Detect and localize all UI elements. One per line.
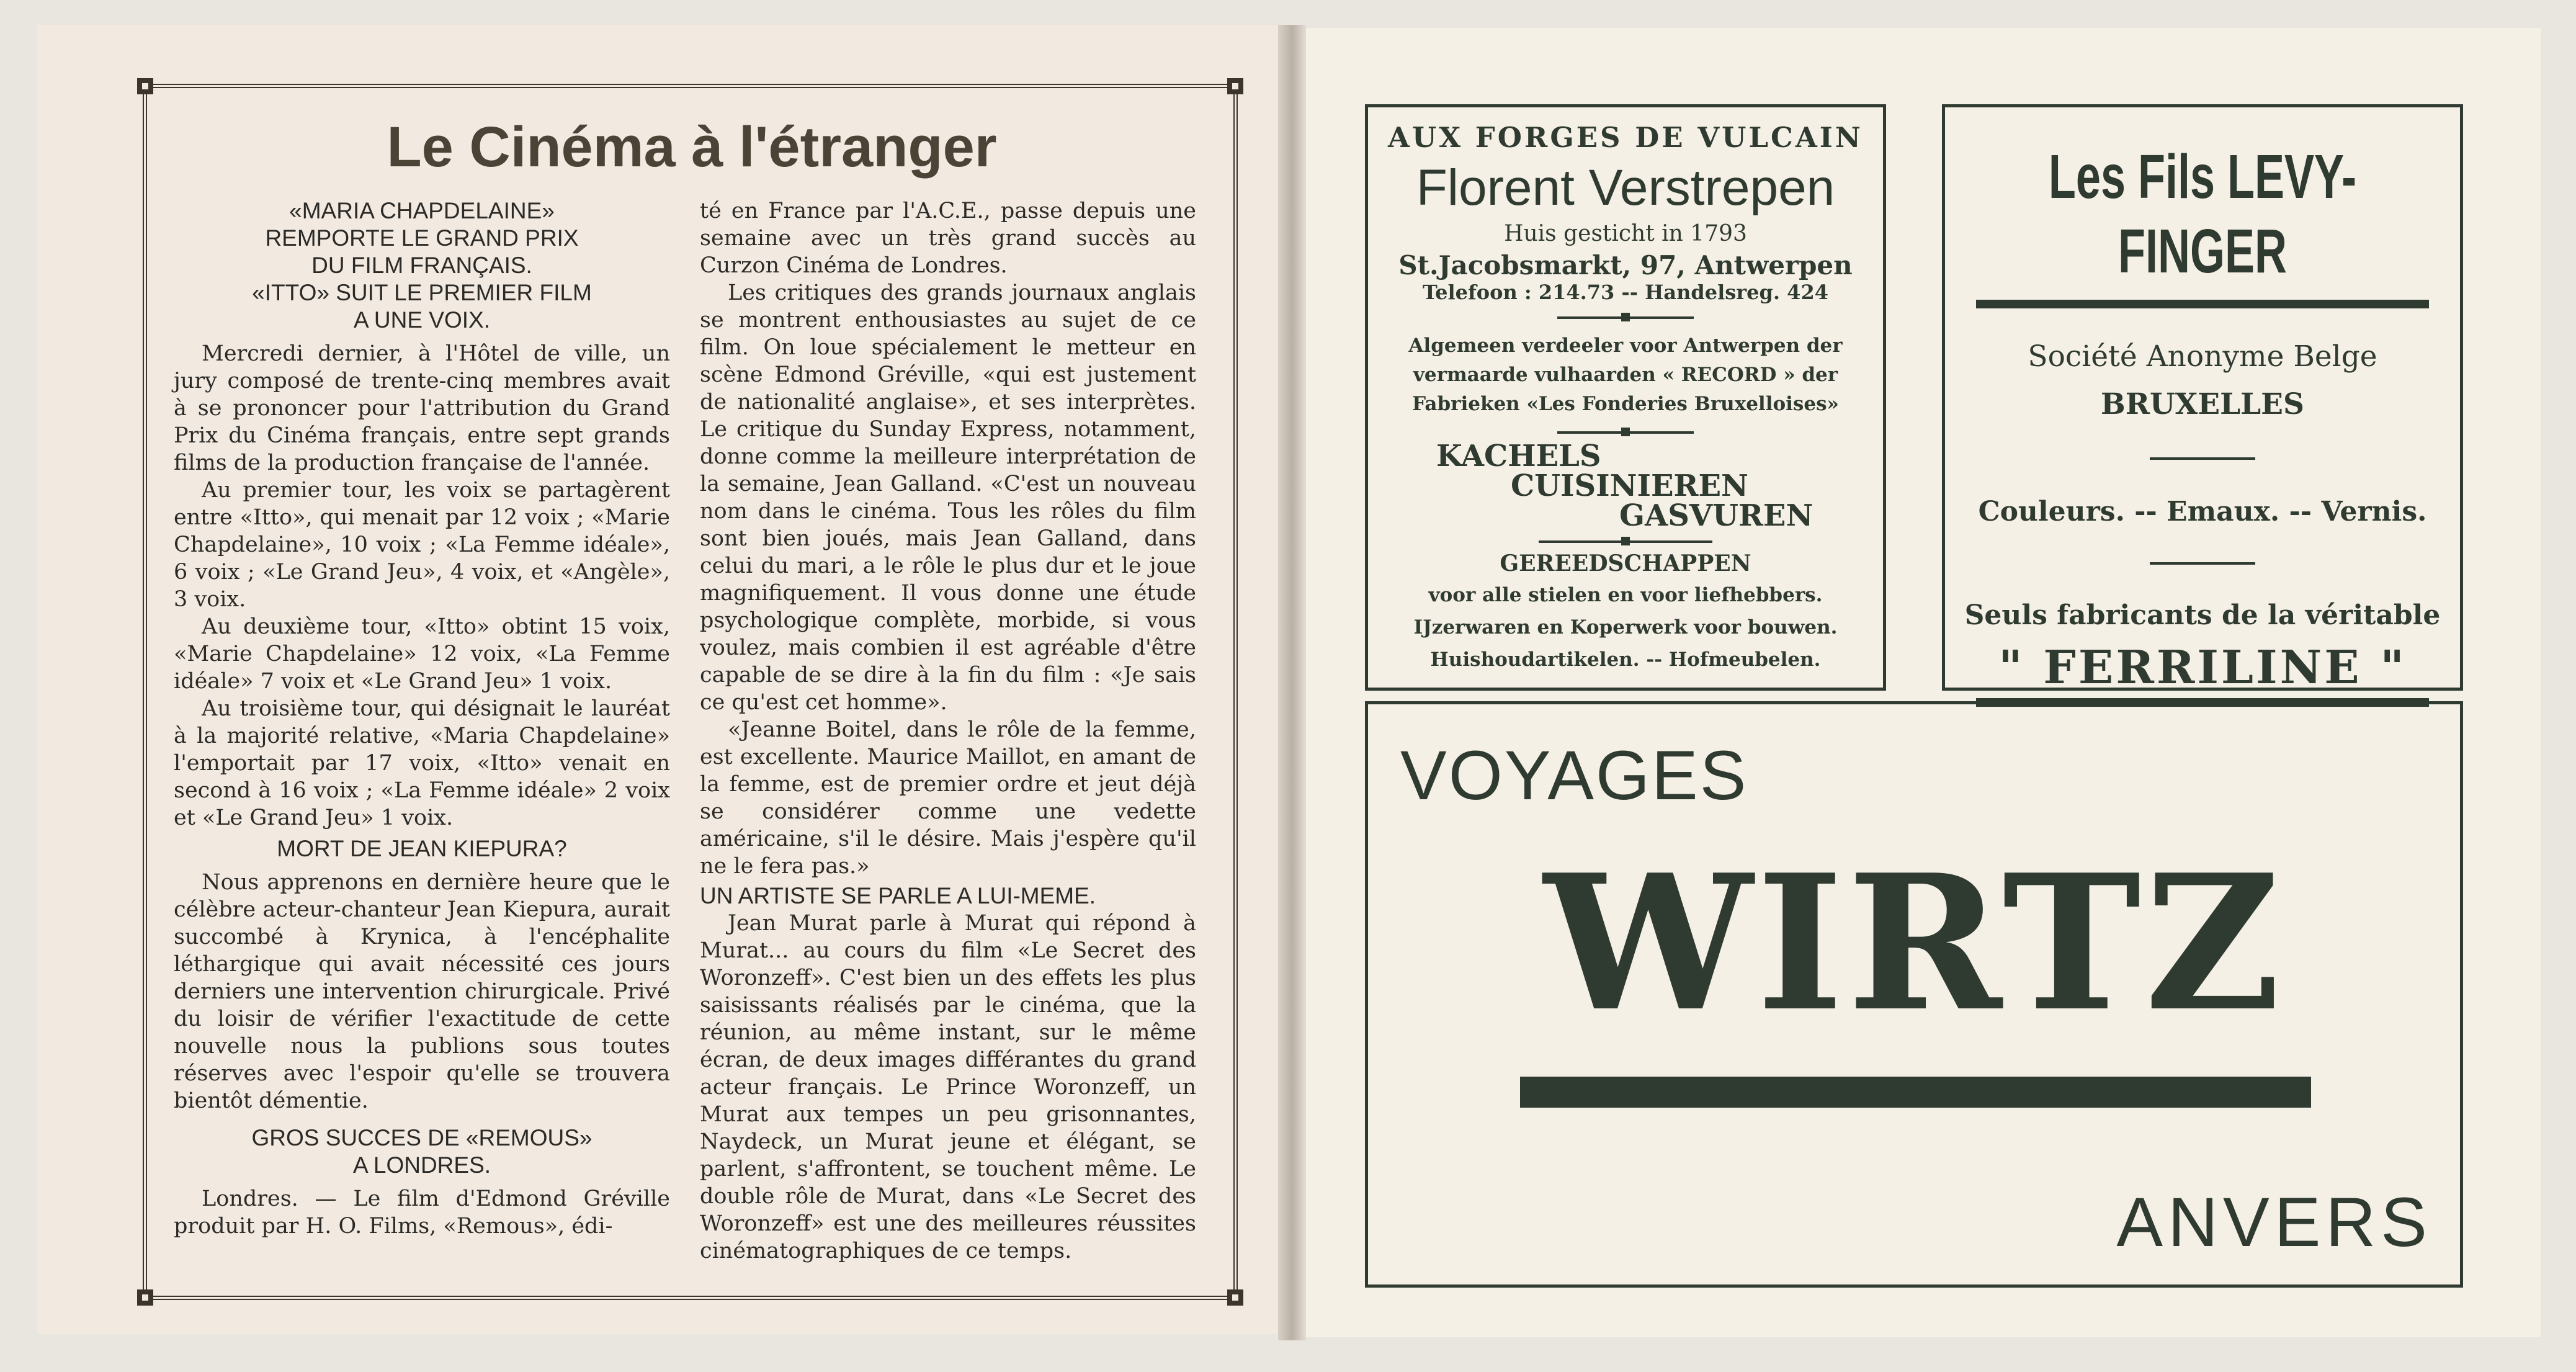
ad-levy-tagline: Seuls fabricants de la véritable xyxy=(1964,599,2441,631)
ad-text-line: voor alle stielen en voor liefhebbers. xyxy=(1428,584,1823,606)
article-column-right xyxy=(700,197,1196,1265)
ad-levy-city: BRUXELLES xyxy=(2101,387,2304,421)
frame-corner-ornament xyxy=(137,1289,153,1306)
ad-text-line: Algemeen verdeeler voor Antwerpen der xyxy=(1408,334,1843,357)
ad-text-line: vermaarde vulhaarden « RECORD » der xyxy=(1413,364,1838,386)
paragraph: Les critiques des grands journaux anglais se montrent enthousiastes au sujet de ce film. On loue spécialement le metteur en scène Edmond Gréville, «qui est justement de nationalité anglaise», et ses interprètes. Le critique du Sunday Express, notamment, donne comme la meilleure interprétation de la semaine, Jean Galland. «C'est un nouveau nom dans le cinéma. Tous les rôles du film sont bien joués, mais Jean Galland, dans celui du mari, a le rôle le plus dur et le joue magnifiquement. Il vous donne une étude psychologique complète, morbide, si vous voulez, mais combien il est agréable d'être capable de se dire à la fin du film : «Je sais ce qu'est cet homme». xyxy=(700,280,1196,715)
headline-artiste: UN ARTISTE SE PARLE A LUI-MEME. xyxy=(700,883,1096,908)
ornament-rule xyxy=(1557,431,1694,434)
ad-vulcain-address: St.Jacobsmarkt, 97, Antwerpen xyxy=(1398,250,1853,280)
frame-corner-ornament xyxy=(1227,1289,1243,1306)
headline-line: «ITTO» SUIT LE PREMIER FILM xyxy=(252,280,592,305)
paragraph: Nous apprenons en dernière heure que le célèbre acteur-chanteur Jean Kiepura, aurait succombé à Krynica, à l'encéphalite léthargique qui avait nécessité ces jours derniers une intervention chirurgicale. Privé du loisir de vérifier l'exactitude de cette nouvelle nous la publions sous toutes réserves avec l'espoir qu'elle se trouvera bientôt démentie. xyxy=(174,870,670,1113)
paragraph: Jean Murat parle à Murat qui répond à Murat... au cours du film «Le Secret des Woronzeff». C'est bien un des effets les plus saisissants réalisés par le cinéma, que la réunion, au même instant, sur le même écran, de deux images différantes du grand acteur français. Le Prince Woronzeff, un Murat aux tempes un peu grisonnantes, Naydeck, un Murat jeune et élégant, se parlent, s'affrontent, se touchent même. Le double rôle de Murat, dans «Le Secret des Woronzeff» est une des meilleures réussites cinématographiques de ce temps. xyxy=(700,911,1196,1263)
frame-corner-ornament xyxy=(1227,78,1243,94)
ad-levy-brand: " FERRILINE " xyxy=(1998,641,2407,694)
headline-line: A LONDRES. xyxy=(352,1152,491,1178)
headline-line: DU FILM FRANÇAIS. xyxy=(311,253,532,278)
article-title: Le Cinéma à l'étranger xyxy=(387,115,997,179)
ad-text-line: Huishoudartikelen. -- Hofmeubelen. xyxy=(1430,648,1821,671)
ad-text-line: IJzerwaren en Koperwerk voor bouwen. xyxy=(1413,616,1838,639)
ad-text-line: Fabrieken «Les Fonderies Bruxelloises» xyxy=(1412,393,1839,415)
headline-line: REMPORTE LE GRAND PRIX xyxy=(265,225,579,251)
ad-vulcain-dealer xyxy=(1368,331,1883,419)
paragraph: Au deuxième tour, «Itto» obtint 15 voix, «Marie Chapdelaine» 12 voix, «La Femme idéale» 7 voix et «Le Grand Jeu» 1 voix. xyxy=(174,614,670,694)
paragraph: Au troisième tour, qui désignait le lauréat à la majorité relative, «Maria Chapdelaine» l'emportait par 17 voix, «Itto» venait en second à 16 voix ; «La Femme idéale» 2 voix et «Le Grand Jeu» 1 voix. xyxy=(174,696,670,830)
ad-product-kachels: KACHELS xyxy=(1436,439,1601,473)
ornament-rule xyxy=(1539,540,1712,543)
ad-wirtz-name: WIRTZ xyxy=(1544,833,2284,1052)
ad-levy-company: Société Anonyme Belge xyxy=(2028,339,2377,374)
headline-maria-chapdelaine xyxy=(174,197,670,334)
ad-product-cuisinieren: CUISINIEREN xyxy=(1511,469,1748,503)
ad-wirtz-city: ANVERS xyxy=(2116,1183,2432,1261)
ad-vulcain-header: AUX FORGES DE VULCAIN xyxy=(1388,121,1863,154)
ad-vulcain-products xyxy=(1368,441,1883,531)
headline-line: A UNE VOIX. xyxy=(353,307,490,333)
ad-vulcain-tools xyxy=(1368,579,1883,676)
ad-vulcain-founded: Huis gesticht in 1793 xyxy=(1504,221,1747,246)
ad-vulcain-phone: Telefoon : 214.73 -- Handelsreg. 424 xyxy=(1423,280,1828,304)
ad-levy-rule xyxy=(1976,300,2429,308)
ornament-rule xyxy=(1557,316,1694,319)
paragraph: Au premier tour, les voix se partagèrent entre «Itto», qui menait par 12 voix ; «Marie Chapdelaine», 10 voix ; «La Femme idéale», 6 voix ; «Le Grand Jeu», 4 voix, et «Angèle», 3 voix. xyxy=(174,478,670,612)
paragraph: Londres. — Le film d'Edmond Gréville produit par H. O. Films, «Remous», édi- xyxy=(174,1186,670,1239)
article-column-left xyxy=(174,197,670,1240)
headline-remous xyxy=(174,1124,670,1179)
ad-vulcain-gereedschappen: GEREEDSCHAPPEN xyxy=(1500,550,1751,576)
ad-wirtz-voyages: VOYAGES xyxy=(1400,737,1748,814)
ad-product-gasvuren: GASVUREN xyxy=(1619,498,1813,533)
paragraph: Mercredi dernier, à l'Hôtel de ville, un jury composé de trente-cinq membres avait à se prononcer pour l'attribution du Grand Prix du Cinéma français, entre sept grands films de la production française de l'année. xyxy=(174,341,670,475)
ad-wirtz-bar xyxy=(1520,1077,2311,1108)
book-spine xyxy=(1278,25,1306,1340)
headline-kiepura: MORT DE JEAN KIEPURA? xyxy=(277,836,567,861)
divider xyxy=(2150,562,2255,565)
ad-levy-products: Couleurs. -- Emaux. -- Vernis. xyxy=(1978,496,2427,527)
divider xyxy=(2150,457,2255,460)
paragraph: «Jeanne Boitel, dans le rôle de la femme, est excellente. Maurice Maillot, en amant de la femme, est de premier ordre et jeut déjà se considérer comme une vedette américaine, s'il le désire. Mais j'espère qu'il ne le fera pas.» xyxy=(700,717,1196,879)
ad-vulcain-name: Florent Verstrepen xyxy=(1416,159,1835,216)
ad-voyages-wirtz xyxy=(1365,701,2463,1288)
ad-levy-title: Les Fils LEVY-FINGER xyxy=(2048,142,2357,286)
headline-line: GROS SUCCES DE «REMOUS» xyxy=(251,1125,593,1150)
headline-line: «MARIA CHAPDELAINE» xyxy=(289,198,555,223)
frame-corner-ornament xyxy=(137,78,153,94)
ad-forges-de-vulcain xyxy=(1365,104,1886,691)
ad-levy-finger xyxy=(1942,104,2463,694)
paragraph: té en France par l'A.C.E., passe depuis une semaine avec un très grand succès au Curzon Cinéma de Londres. xyxy=(700,199,1196,278)
